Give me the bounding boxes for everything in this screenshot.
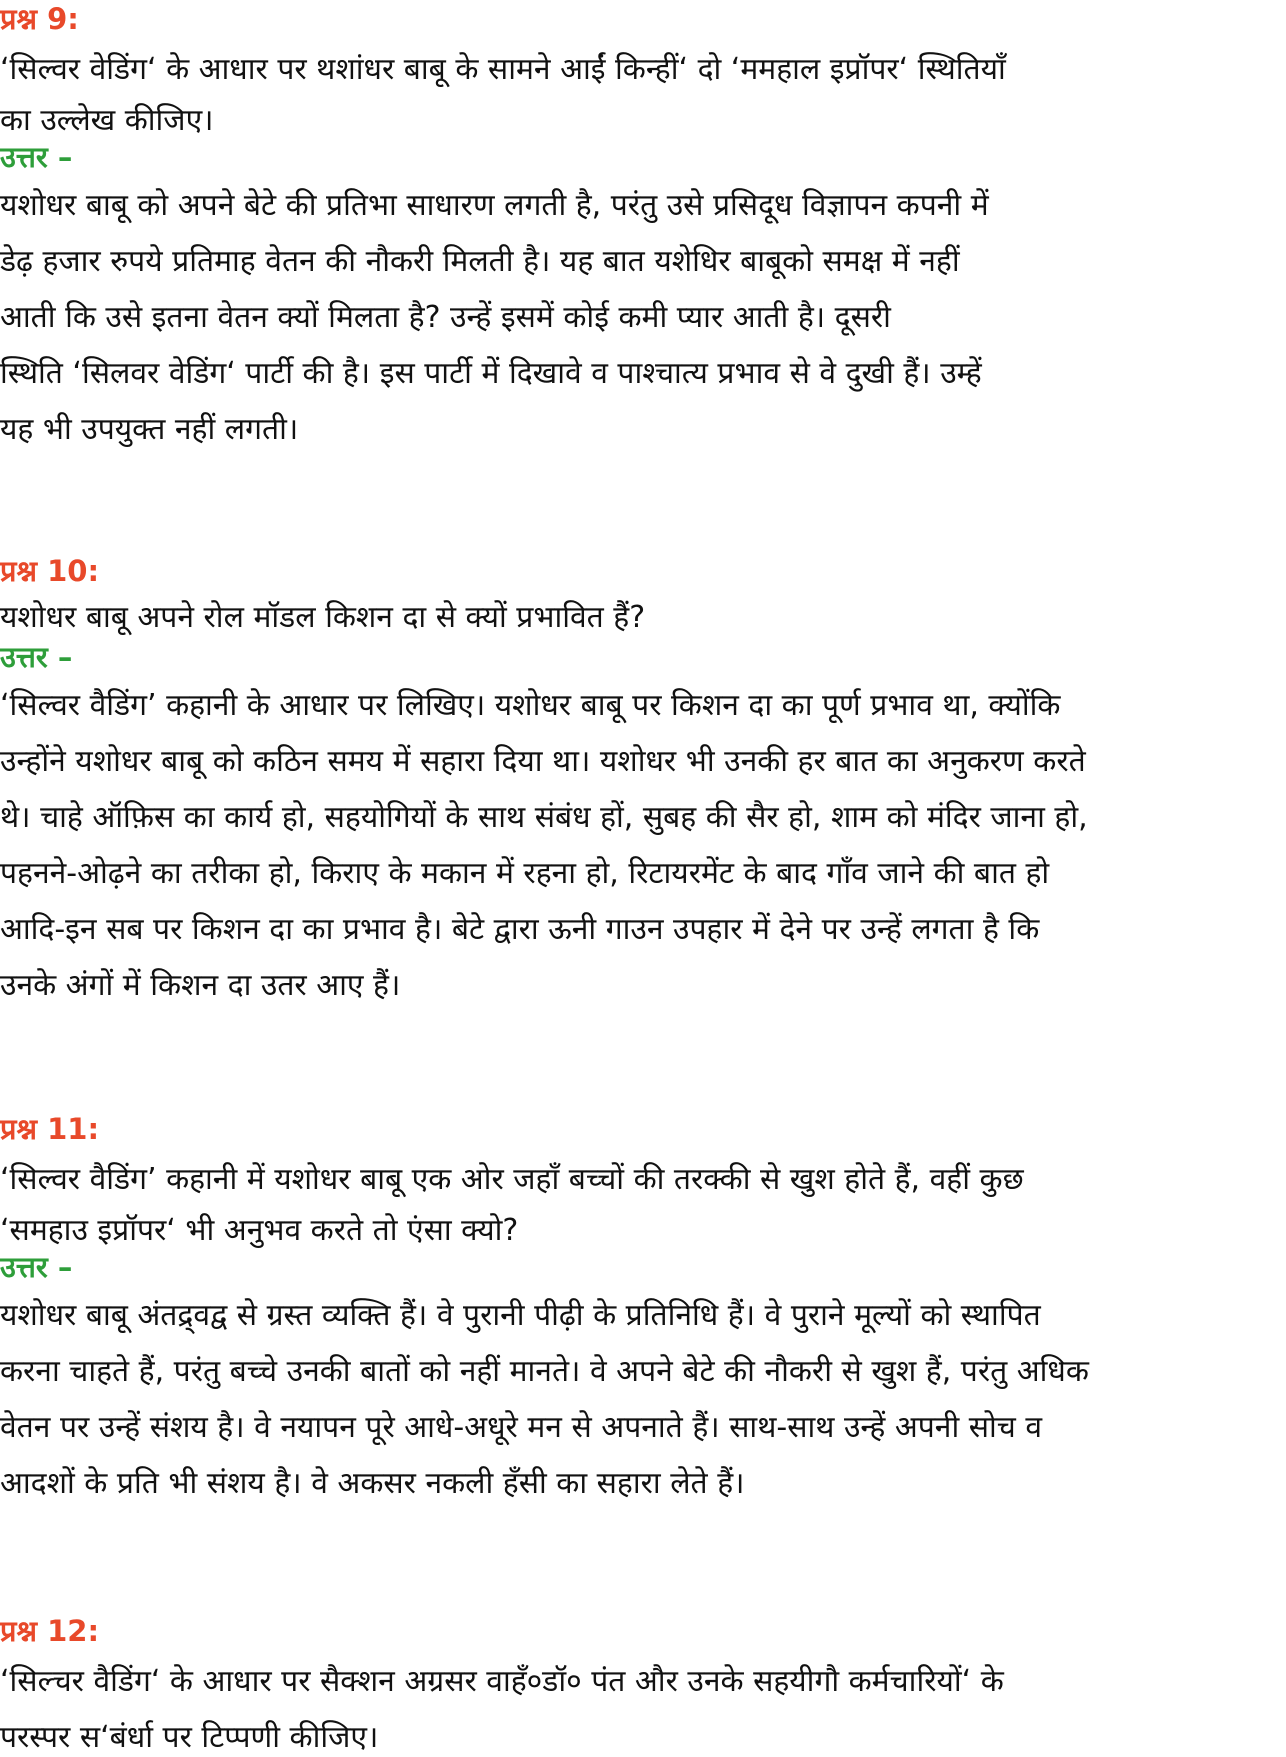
qa-block-9 <box>0 0 1286 458</box>
answer-text-line: आदशों के प्रति भी संशय है। वे अकसर नकली हँसी का सहारा लेते हैं। <box>0 1466 745 1501</box>
question-label: प्रश्न 11: <box>0 1112 100 1146</box>
question-text-line: यशोधर बाबू अपने रोल मॉडल किशन दा से क्यों प्रभावित हैं? <box>0 600 646 635</box>
qa-block-11 <box>0 1110 1286 1512</box>
question-label: प्रश्न 12: <box>0 1614 100 1648</box>
answer-text-line: ‘सिल्वर वैडिंग’ कहानी के आधार पर लिखिए। यशोधर बाबू पर किशन दा का पूर्ण प्रभाव था, क्योंकि <box>0 688 1061 723</box>
question-text-line: ‘सिल्चर वैडिंग‘ के आधार पर सैक्शन अग्रसर वाहँ०डॉ० पंत और उनके सहयीगौ कर्मचारियों‘ के <box>0 1664 1004 1699</box>
question-label: प्रश्न 10: <box>0 554 100 588</box>
answer-text-line: आती कि उसे इतना वेतन क्यों मिलता है? उन्हें इसमें कोई कमी प्यार आती है। दूसरी <box>0 300 891 335</box>
answer-label: उत्तर – <box>0 140 73 174</box>
answer-text-line: डेढ़ हजार रुपये प्रतिमाह वेतन की नौकरी मिलती है। यह बात यशेधिर बाबूको समक्ष में नहीं <box>0 244 960 279</box>
answer-text-line: यह भी उपयुक्त नहीं लगती। <box>0 412 299 447</box>
answer-label: उत्तर – <box>0 640 73 674</box>
answer-text-line: उनके अंगों में किशन दा उतर आए हैं। <box>0 968 401 1003</box>
answer-text-line: पहनने-ओढ़ने का तरीका हो, किराए के मकान में रहना हो, रिटायरमेंट के बाद गाँव जाने की बात हो <box>0 856 1050 891</box>
qa-block-12 <box>0 1612 1286 1757</box>
question-text-line: का उल्लेख कीजिए। <box>0 103 214 138</box>
qa-block-10 <box>0 552 1286 1014</box>
answer-text-line: वेतन पर उन्हें संशय है। वे नयापन पूरे आधे-अधूरे मन से अपनाते हैं। साथ-साथ उन्हें अपनी सोच व <box>0 1410 1043 1445</box>
answer-text-line: थे। चाहे ऑफ़िस का कार्य हो, सहयोगियों के साथ संबंध हों, सुबह की सैर हो, शाम को मंदिर जाना हो, <box>0 800 1088 835</box>
answer-text-line: यशोधर बाबू को अपने बेटे की प्रतिभा साधारण लगती है, परंतु उसे प्रसिदूध विज्ञापन कपनी में <box>0 188 989 223</box>
question-text-line: ‘समहाउ इप्रॉपर‘ भी अनुभव करते तो एंसा क्यो? <box>0 1213 519 1248</box>
question-text-line: ‘सिल्वर वैडिंग’ कहानी में यशोधर बाबू एक ओर जहाँ बच्चों की तरक्की से खुश होते हैं, वहीं कुछ <box>0 1162 1024 1197</box>
question-label: प्रश्न 9: <box>0 2 79 36</box>
answer-label: उत्तर – <box>0 1250 73 1284</box>
answer-text-line: उन्होंने यशोधर बाबू को कठिन समय में सहारा दिया था। यशोधर भी उनकी हर बात का अनुकरण करते <box>0 744 1086 779</box>
answer-text-line: करना चाहते हैं, परंतु बच्चे उनकी बातों को नहीं मानते। वे अपने बेटे की नौकरी से खुश हैं, परंतु अधिक <box>0 1354 1089 1389</box>
question-text-line: ‘सिल्वर वेडिंग‘ के आधार पर थशांधर बाबू के सामने आईं किन्हीं‘ दो ‘ममहाल इप्रॉपर‘ स्थितियाँ <box>0 52 1006 87</box>
answer-text-line: यशोधर बाबू अंतद्र्वद्व से ग्रस्त व्यक्ति हैं। वे पुरानी पीढ़ी के प्रतिनिधि हैं। वे पुराने मूल्यों को स्थापित <box>0 1298 1041 1333</box>
question-text-line: परस्पर स‘बंर्धा पर टिप्पणी कीजिए। <box>0 1720 379 1755</box>
answer-text-line: स्थिति ‘सिलवर वेडिंग‘ पार्टी की है। इस पार्टी में दिखावे व पाश्चात्य प्रभाव से वे दुखी हैं। उम्हें <box>0 356 982 391</box>
answer-text-line: आदि-इन सब पर किशन दा का प्रभाव है। बेटे द्वारा ऊनी गाउन उपहार में देने पर उन्हें लगता है कि <box>0 912 1040 947</box>
